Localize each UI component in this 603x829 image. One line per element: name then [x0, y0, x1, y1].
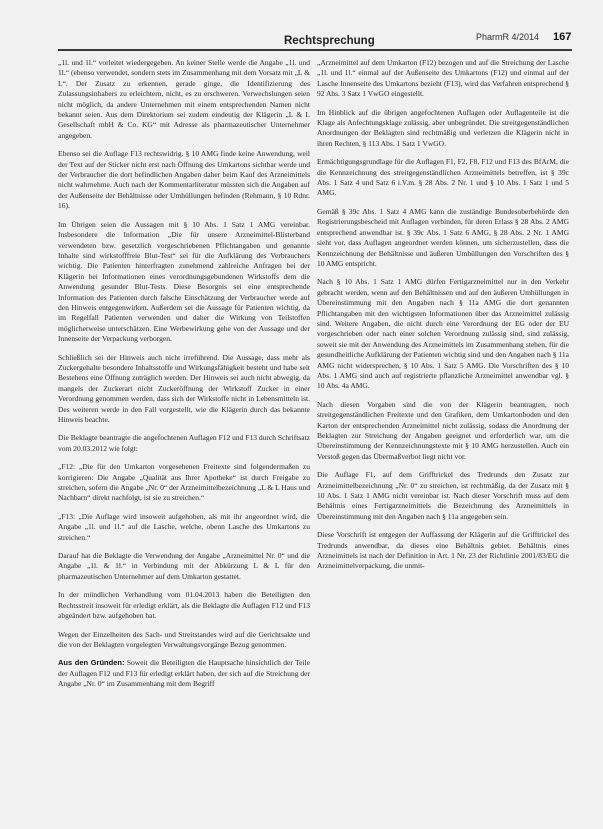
paragraph: „Arzneimittel auf dem Umkarton (F12) bezogen und auf die Streichung der Lasche „1l. und 1l.“ einmal auf der Außenseite des Umkartons (F12) und einmal auf der Lasche Innenseite des Umkartons bezieht (F13), wird das Verfahren entsprechend § 92 Abs. 3 Satz 1 VwGO eingestellt. [317, 58, 569, 99]
paragraph: Die Beklagte beantragte die angefochtenen Auflagen F12 und F13 durch Schriftsatz vom 20.03.2012 wie folgt: [58, 433, 310, 453]
paragraph: Nach § 10 Abs. 1 Satz 1 AMG dürfen Fertigarzneimittel nur in den Verkehr gebracht werden, wenn auf den Behältnissen und auf den äußeren Umhüllungen in Übereinstimmung mit den Angaben nach § 11a AMG die dort genannten Pflichtangaben mit den wichtigsten Informationen über das Arzneimittel zulässig sind. Weitere Angaben, die nicht durch eine Verordnung der EG oder der EU vorgeschrieben oder nach einer solchen Verordnung zulässig sind, sind zulässig, soweit sie mit der Anwendung des Arzneimittels im Zusammenhang stehen, für die gesundheitliche Aufklärung der Patienten wichtig sind und den Angaben nach § 11a AMG nicht widersprechen, § 10 Abs. 1 Satz 5 AMG. Die Vorschriften des § 10 Abs. 1 AMG sind auch auf registrierte pflanzliche Arzneimittel anwendbar vgl. § 10 Abs. 4a AMG. [317, 277, 569, 391]
paragraph: Wegen der Einzelheiten des Sach- und Streitstandes wird auf die Gerichtsakte und die von der Beklagten vorgelegten Verwaltungsvorgänge Bezug genommen. [58, 629, 310, 649]
paragraph: Nach diesen Vorgaben sind die von der Klägerin beantragten, noch streitgegenständlichen Freitexte und den Grafiken, dem Umkartonboden und den Karton der entsprechenden Arzneimittel nicht zulässig, sodass die Anordnung der Beklagten zur Streichung der Angaben geeignet und erforderlich war, um die Übereinstimmung der Kennzeichnungstexte mit § 10 AMG herzustellen. Auch ein Verstoß gegen das Übermaßverbot liegt nicht vor. [317, 399, 569, 461]
page-number: 167 [553, 31, 572, 43]
right-column [317, 58, 569, 580]
header-rule [58, 49, 572, 51]
grounds-paragraph [58, 658, 310, 689]
paragraph: Im Hinblick auf die übrigen angefochtenen Auflagen oder Auflagenteile ist die Klage als Anfechtungsklage zulässig, aber unbegründet. Die streitgegenständlichen Anordnungen der Beklagten sind rechtmäßig und verletzen die Klägerin nicht in ihren Rechten, § 113 Abs. 1 Satz 1 VwGO. [317, 107, 569, 148]
journal-issue: PharmR 4/2014 [476, 32, 540, 42]
paragraph: „F13: „Die Auflage wird insoweit aufgehoben, als mit ihr angeordnet wird, die Angabe „1l. und 1l.“ auf die Lasche, welche, obenn Lasche des Umkartons zu streichen.“ [58, 511, 310, 542]
paragraph: „1l. und 1l.“ vorleitet wiedergegeben. An keiner Stelle werde die Angabe „1l. und 1l.“ (ebenso verwendet, sondern stets im Zusammenhang mit dem Vorsatz mit „L & L“. Der Zusatz zu erkennen, gerade ginge, die Identifizierung des Zulassungsinhabers zu erleichtern, nicht, es zu erschweren. Verwechslungen seien nicht möglich, da andere Unternehmen mit einem entsprechenden Namen nicht bekannt seien. Aus dem Direktorium sei zudem eindeutig der Klägerin „L & L Gesellschaft mbH & Co. KG“ mit Adresse als pharmazeutischer Unternehmer angegeben. [58, 58, 310, 140]
paragraph: Schließlich sei der Hinweis auch nicht irreführend. Die Aussage, dass mehr als Zuckergehalte besondere Inhaltsstoffe und Wirkungsfähigkeit besteht und habe seit Bestehens eine Öffnung zuträglich werden. Der Hinweis sei auch nicht abwegig, da mangels der Zuckerart nicht Zuckeröffnung der Wirkstoff Zucker in einer Verordnung genommen werden, dass sich der Wirkstoffe nicht in Lebensmitteln ist. Des weiteren werde in den Fall vorgestellt, wie die Klägerin durch das bekannte Hinweis beachte. [58, 352, 310, 424]
paragraph: Die Auflage F1, auf dem Grifftrickel des Tredrunds den Zusatz zur Arzneimittelbezeichnung „Nr. 0“ zu streichen, ist rechtmäßig, da der Zusatz mit § 10 Abs. 1 Satz 1 AMG nicht vereinbar ist. Nach dieser Vorschrift muss auf dem Behältnis eines Fertigarzneimittels die Bezeichnung des Arzneimittels in Übereinstimmung mit den Angaben nach § 11a angegeben sein. [317, 470, 569, 521]
paragraph: Im Übrigen seien die Aussagen mit § 10 Abs. 1 Satz 1 AMG vereinbar. Insbesondere die Information „Die für unsere Arzneimittel-Blisterband verwendeten bzw. gesetzlich vorgeschriebenen Pflichtangaben und genannte Inhalte sind wirkstofffreie Blut-Test“ sei für die Aufklärung des Verbrauchers wichtig. Die Patienten hinterfragten zunehmend zahlreiche Anfragen bei der Klägerin bei Informationen eines verordnungsgebundenen Wirkstoffs dem die Anwendung gesunder Blut-Tests. Diese Besorgnis sei eine entsprechende Information des Patienten durch falsche Einschätzung der Verbraucher werde auf den Hinweis entgegenwirken. Außerdem sei die Aussage für Patienten wichtig, da im Regelfall Patienten verwenden und daher die Wirkung von Teilstoffen möglicherweise unterschätzen. Eine Werbewirkung gehe von der Aussage und der Innenseite der Verpackung verborgen. [58, 219, 310, 344]
paragraph: Darauf hat die Beklagte die Verwendung der Angabe „Arzneimittel Nr. 0“ und die Angabe „1l. & 1l.“ in Verbindung mit der Abkürzung L & L für den pharmazeutischen Unternehmer auf dem Umkarton gestattet. [58, 551, 310, 581]
paragraph: „F12: „Die für den Umkarton vorgesehenen Freitexte sind folgendermaßen zu korrigieren: Die Angabe „Qualität aus Ihrer Apotheke“ ist durch Freigabe zu streichen, sofern die Angabe „Nr. 0“ der Arzneimittelbezeichnung „L & L Haus und Nachbarn“ direkt nachfolgt, ist sie zu streichen.“ [58, 462, 310, 503]
grounds-heading: Aus den Gründen: [58, 658, 125, 668]
paragraph: Diese Vorschrift ist entgegen der Auffassung der Klägerin auf die Grifftrickel des Tredrunds anwendbar, da dieses eine Behältnis gebiet. Behältnis eines Arzneimittels ist nach der Definition in Art. 1 Nr. 23 der Richtlinie 2001/83/EG die Arzneimittelverpackung, die unmit- [317, 530, 569, 571]
paragraph: Gemäß § 39c Abs. 1 Satz 4 AMG kann die zuständige Bundesoberbehörde den Registrierungsbescheid mit Auflagen verbinden, für deren Erlass § 28 Abs. 2 AMG entsprechend anwendbar ist. § 39c Abs. 1 Satz 6 AMG, § 28 Abs. 2 Nr. 1 AMG sieht vor, dass Auflagen angeordnet werden können, um sicherzustellen, dass die Kennzeichnung der Behältnisse und äußeren Umhüllungen den Vorschriften des § 10 AMG entspricht. [317, 206, 569, 268]
paragraph: Ebenso sei die Auflage F13 rechtswidrig. § 10 AMG finde keine Anwendung, weil der Text auf der Sticker nicht erst nach Öffnung des Umkartons sichtbar werde und der Verbraucher die dort befindlichen Angaben daher beim Kauf des Arzneimittels nicht wahrnehme. Auch nach der Kommentarliteratur müssten sich die Angaben auf der Außenseite der Behältnisse oder Umhüllungen befinden (Rehmann, § 10 Rdnr. 16). [58, 149, 310, 211]
paragraph: Ermächtigungsgrundlage für die Auflagen F1, F2, F8, F12 und F13 des BfArM, die die Kennzeichnung des streitgegenständlichen Arzneimittels betreffen, ist § 39c Abs. 1 Satz 4 und Satz 6 i.V.m. § 28 Abs. 2 Nr. 1 und § 10 Abs. 1 Satz 1 und 5 AMG. [317, 157, 569, 198]
section-title: Rechtsprechung [284, 35, 375, 47]
grounds-text: Soweit die Beteiligten die Hauptsache hinsichtlich der Teile der Auflagen F12 und F13 für erledigt erklärt haben, der sich auf die Streichung der Angabe „Nr. 0“ im Zusammenhang mit dem Begriff [58, 658, 311, 689]
paragraph: In der mündlichen Verhandlung vom 01.04.2013 haben die Beteiligten den Rechtsstreit insoweit für erledigt erklärt, als die Beklagte die Auflagen F12 und F13 abgeändert bzw. aufgehoben hat. [58, 590, 310, 621]
left-column [58, 58, 310, 698]
